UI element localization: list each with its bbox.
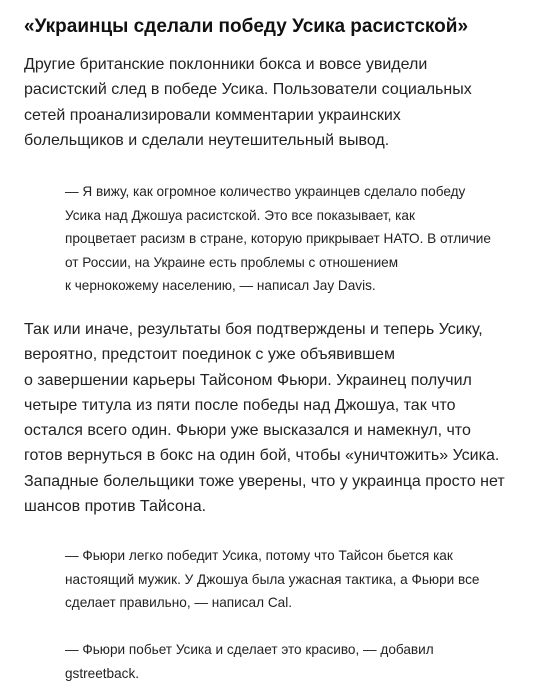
quote-line: процветает расизм в стране, которую прикрывает НАТО. В отличие	[65, 231, 491, 246]
paragraph-line: о завершении карьеры Тайсоном Фьюри. Украинец получил	[24, 371, 472, 389]
paragraph-line: болельщиков и сделали неутешительный вывод.	[24, 131, 390, 149]
article-paragraph	[24, 52, 472, 153]
quote-jay-davis	[65, 180, 491, 298]
paragraph-line: сетей проанализировали комментарии украинских	[24, 106, 401, 124]
quote-line: gstreetback.	[65, 665, 140, 681]
paragraph-line: вероятно, предстоит поединок с уже объявившем	[24, 346, 395, 364]
paragraph-line: четыре титула из пяти после победы над Джошуа, так что	[24, 396, 456, 414]
quote-line: настоящий мужик. У Джошуа была ужасная тактика, а Фьюри все	[65, 571, 480, 587]
paragraph-line: Другие британские поклонники бокса и вовсе увидели	[24, 56, 428, 73]
paragraph-line: Западные болельщики тоже уверены, что у украинца просто нет	[24, 472, 505, 490]
paragraph-line: расистский след в победе Усика. Пользователи социальных	[24, 81, 472, 99]
paragraph-line: Так или иначе, результаты боя подтверждены и теперь Усику,	[24, 321, 483, 338]
quote-line: к чернокожему населению, — написал Jay Davis.	[65, 278, 376, 293]
quote-line: — Фьюри побьет Усика и сделает это красиво, — добавил	[65, 642, 434, 657]
paragraph-line: шансов против Тайсона.	[24, 498, 207, 516]
quote-line: — Я вижу, как огромное количество украинцев сделало победу	[65, 184, 466, 199]
paragraph-line: остался всего один. Фьюри уже высказался и намекнул, что	[24, 422, 471, 440]
quote-line: от России, на Украине есть проблемы с отношением	[65, 254, 399, 270]
article-paragraph	[24, 317, 505, 519]
article-headline: «Украинцы сделали победу Усика расистской»	[24, 16, 469, 37]
quote-cal	[65, 544, 479, 615]
quote-line: сделает правильно, — написал Cal.	[65, 595, 293, 610]
quote-line: Усика над Джошуа расистской. Это все показывает, как	[65, 207, 415, 223]
quote-line: — Фьюри легко победит Усика, потому что Тайсон бьется как	[65, 548, 453, 563]
paragraph-line: готов вернуться в бокс на один бой, чтобы «уничтожить» Усика.	[24, 447, 500, 465]
quote-gstreetback	[65, 638, 434, 685]
